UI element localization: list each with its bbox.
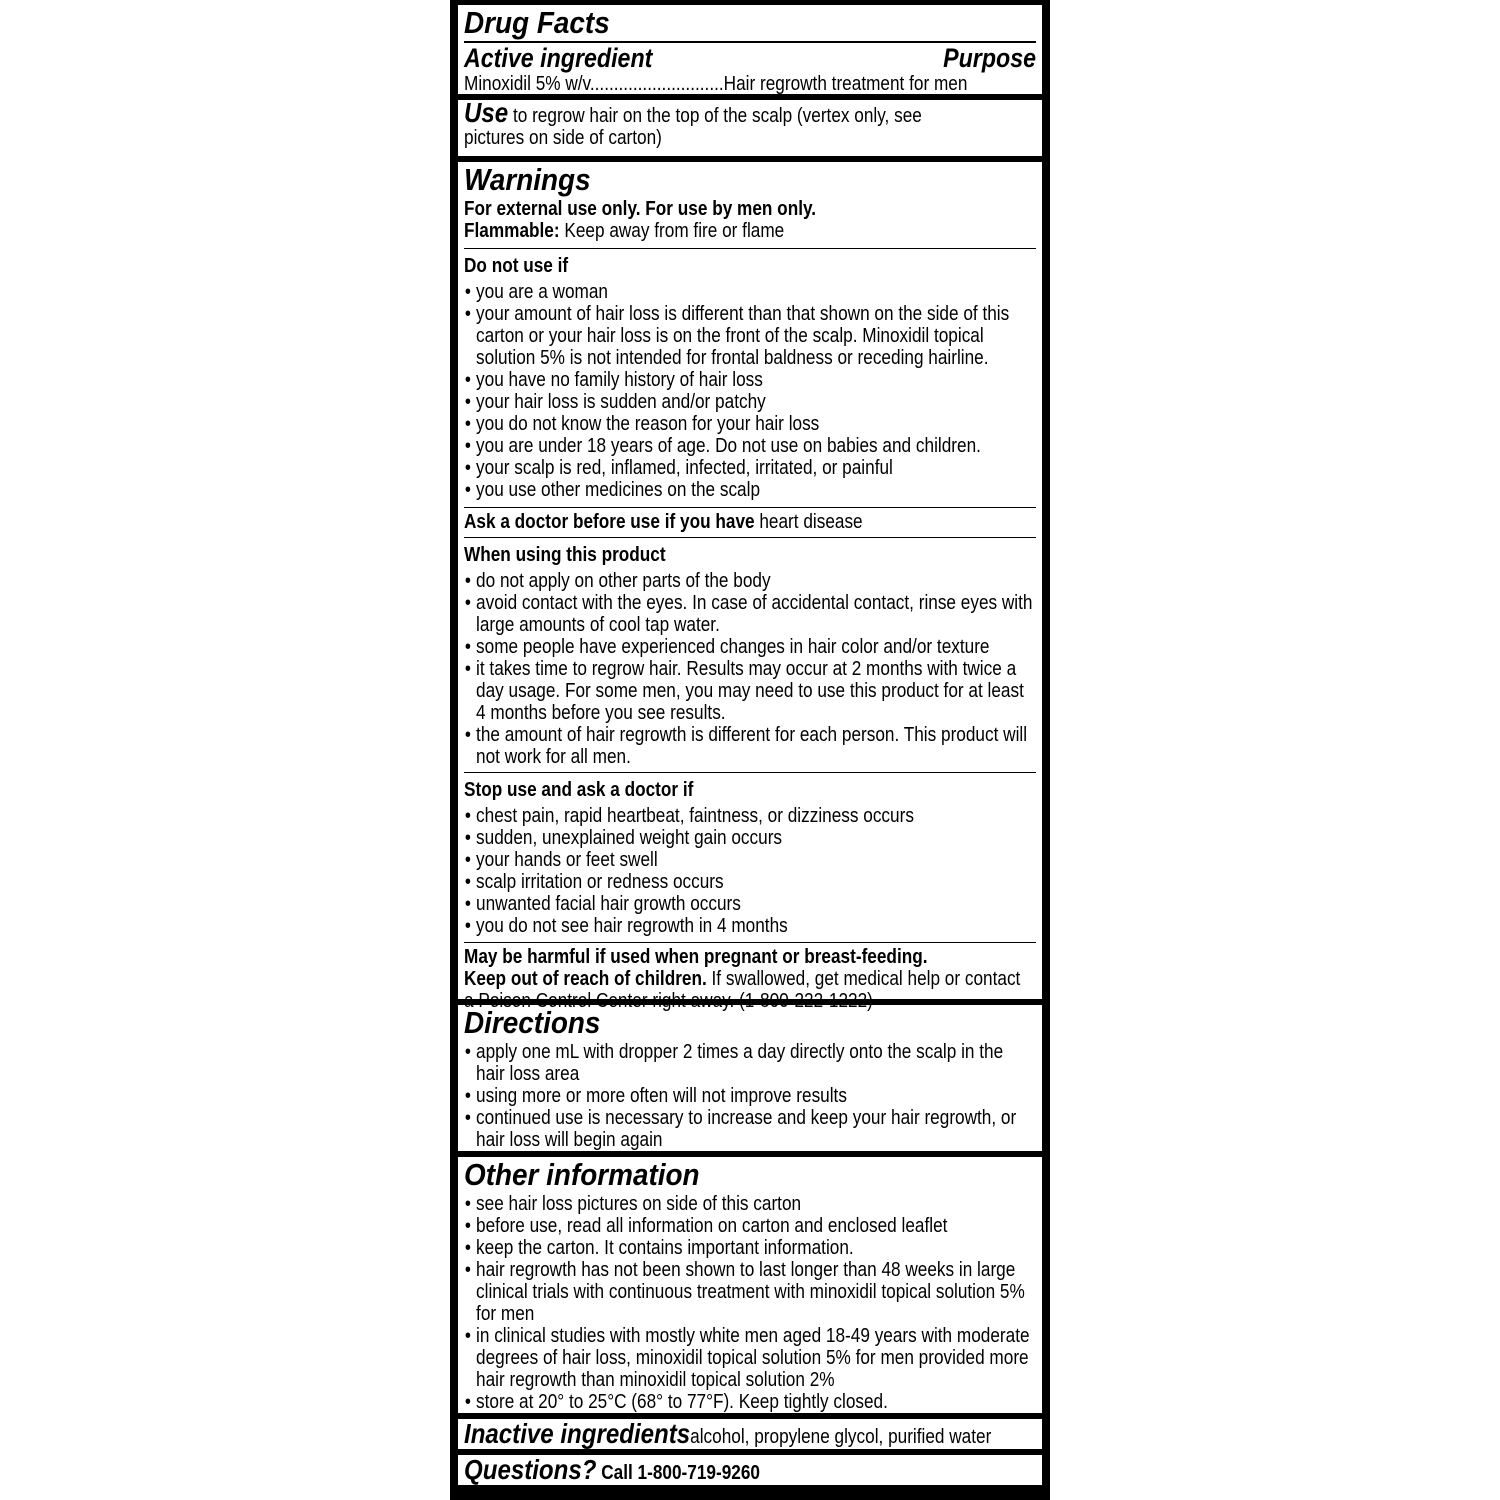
divider [464,772,1036,773]
warnings-title: Warnings [464,162,591,197]
list-item: • unwanted facial hair growth occurs [464,893,1035,915]
purpose-heading: Purpose [943,43,1036,73]
list-item: • you use other medicines on the scalp [464,479,1035,501]
inactive-ingredients-section [458,1419,1042,1449]
list-item: • store at 20° to 25°C (68° to 77°F). Keep tightly closed. [464,1391,1035,1413]
divider [464,248,1036,249]
keep-out-text: If swallowed, get medical help or contact a Poison Control Center right away. (1-800-222-1222) [464,968,1021,1012]
list-item: • you have no family history of hair loss [464,369,1035,391]
list-item: • keep the carton. It contains important information. [464,1237,1035,1259]
warnings-section [458,162,1042,1012]
list-item: • using more or more often will not improve results [464,1085,1035,1107]
inactive-ingredients-title: Inactive ingredients [464,1418,691,1449]
list-item: • in clinical studies with mostly white men aged 18-49 years with moderate degrees of hair loss, minoxidil topical solution 5% for men provided more hair regrowth than minoxidil topical solution 2% [464,1325,1035,1391]
list-item: • your hands or feet swell [464,849,1035,871]
use-title: Use [464,97,509,128]
flammable-text: Keep away from fire or flame [559,220,785,242]
list-item: • your amount of hair loss is different than that shown on the side of this carton or your hair loss is on the front of the scalp. Minoxidil topical solution 5% is not intended for frontal baldness or receding hairline. [464,303,1035,369]
stop-use-list [464,805,1035,937]
use-text-line1: to regrow hair on the top of the scalp (vertex only, see [508,105,922,127]
list-item: • hair regrowth has not been shown to last longer than 48 weeks in large clinical trials with continuous treatment with minoxidil topical solution 5% for men [464,1259,1035,1325]
ingredient-row [464,73,1036,95]
list-item: • your hair loss is sudden and/or patchy [464,391,1035,413]
do-not-use-list [464,281,1035,501]
divider [464,537,1036,538]
list-item: • you are a woman [464,281,1035,303]
list-item: • before use, read all information on carton and enclosed leaflet [464,1215,1035,1237]
list-item: • continued use is necessary to increase and keep your hair regrowth, or hair loss will begin again [464,1107,1035,1151]
use-text-line2: pictures on side of carton) [464,127,662,149]
directions-list [464,1041,1035,1151]
pregnancy-warning: May be harmful if used when pregnant or breast-feeding. [464,946,928,968]
active-ingredient-heading: Active ingredient [464,43,653,73]
ingredient-name: Minoxidil 5% w/v [464,73,590,95]
flammable-label: Flammable: [464,220,560,242]
list-item: • the amount of hair regrowth is different for each person. This product will not work for all men. [464,724,1035,768]
directions-title: Directions [464,1005,601,1040]
do-not-use-heading: Do not use if [464,255,569,277]
other-information-section [458,1157,1042,1413]
other-information-title: Other information [464,1157,700,1192]
when-using-list [464,570,1035,768]
drug-facts-section [458,5,1042,94]
ingredient-leader-dots: ............................ [589,73,724,95]
other-information-list [464,1193,1035,1413]
list-item: • chest pain, rapid heartbeat, faintness, or dizziness occurs [464,805,1035,827]
list-item: • scalp irritation or redness occurs [464,871,1035,893]
questions-section [458,1455,1042,1485]
ask-doctor-text: heart disease [754,511,863,533]
when-using-heading: When using this product [464,544,666,566]
list-item: • you do not see hair regrowth in 4 months [464,915,1035,937]
ask-doctor-label: Ask a doctor before use if you have [464,511,755,533]
list-item: • some people have experienced changes in hair color and/or texture [464,636,1035,658]
ingredient-purpose: Hair regrowth treatment for men [723,73,968,95]
drug-facts-panel [450,0,1050,1500]
divider [464,942,1036,943]
stop-use-heading: Stop use and ask a doctor if [464,779,694,801]
directions-section [458,1005,1042,1151]
list-item: • you do not know the reason for your hair loss [464,413,1035,435]
list-item: • avoid contact with the eyes. In case of accidental contact, rinse eyes with large amounts of cool tap water. [464,592,1035,636]
list-item: • it takes time to regrow hair. Results may occur at 2 months with twice a day usage. For some men, you may need to use this product for at least 4 months before you see results. [464,658,1035,724]
divider [464,507,1036,508]
list-item: • apply one mL with dropper 2 times a day directly onto the scalp in the hair loss area [464,1041,1035,1085]
list-item: • your scalp is red, inflamed, infected, irritated, or painful [464,457,1035,479]
flammable-warning [464,220,1035,242]
keep-out-label: Keep out of reach of children. [464,968,707,990]
active-ingredient-header-row [464,43,1036,73]
questions-title: Questions? [464,1454,597,1485]
list-item: • sudden, unexplained weight gain occurs [464,827,1035,849]
drug-facts-title: Drug Facts [464,5,610,40]
list-item: • see hair loss pictures on side of this carton [464,1193,1035,1215]
list-item: • you are under 18 years of age. Do not use on babies and children. [464,435,1035,457]
inactive-ingredients-text: alcohol, propylene glycol, purified water [690,1426,992,1448]
external-use-warning: For external use only. For use by men only. [464,198,817,220]
use-section [458,97,1042,156]
list-item: • do not apply on other parts of the body [464,570,1035,592]
questions-phone: Call 1-800-719-9260 [596,1462,760,1484]
